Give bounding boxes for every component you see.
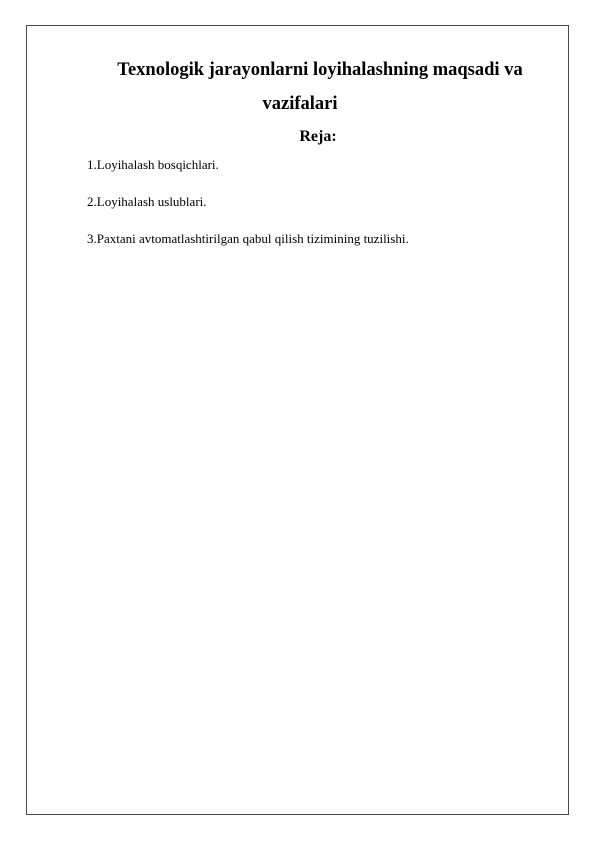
plan-item-2: 2.Loyihalash uslublari. [87,194,207,209]
plan-item-1: 1.Loyihalash bosqichlari. [87,157,219,172]
plan-list [87,158,409,269]
document-title-line-1: Texnologik jarayonlarni loyihalashning maqsadi va [117,60,523,80]
plan-heading: Reja: [299,128,337,145]
plan-item-3: 3.Paxtani avtomatlashtirilgan qabul qilish tizimining tuzilishi. [87,231,409,246]
document-title-line-2: vazifalari [262,94,338,114]
